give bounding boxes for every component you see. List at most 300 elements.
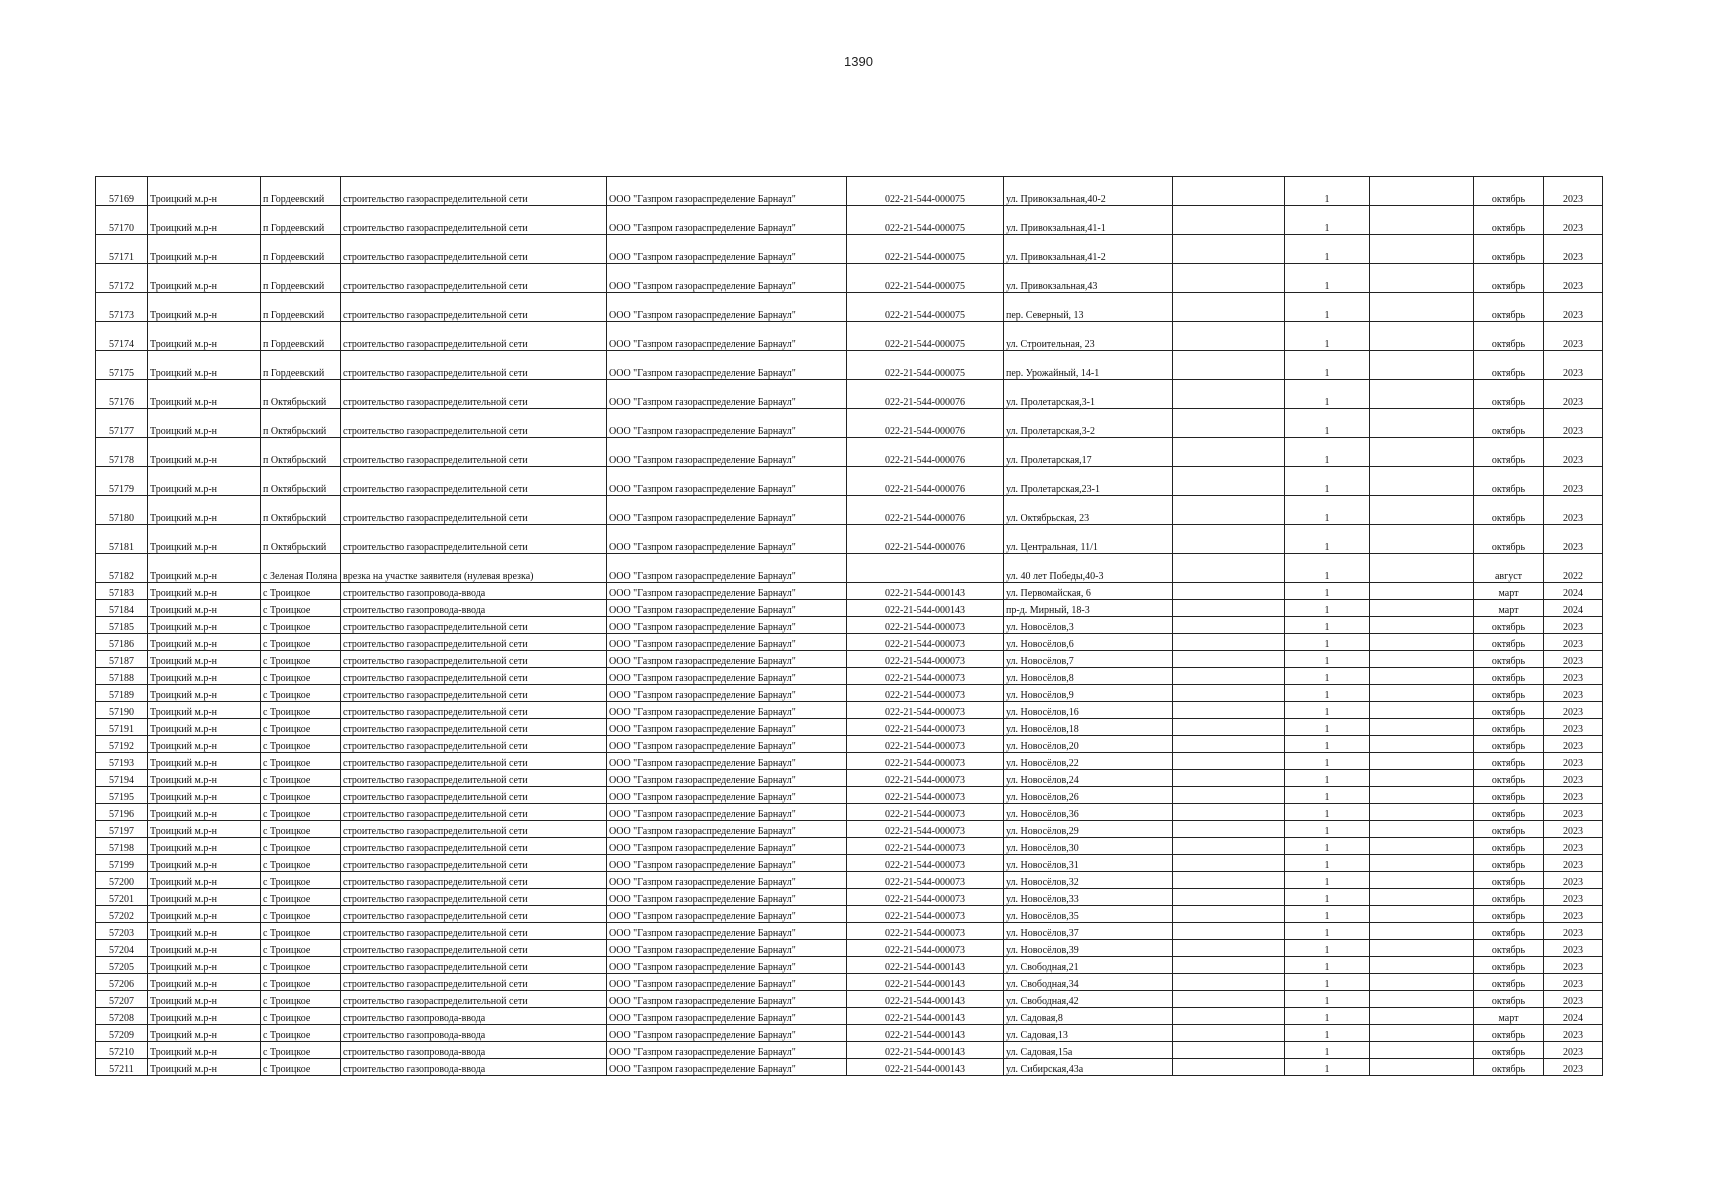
cell-row-number: 57204 xyxy=(96,940,148,957)
cell-empty-col-2 xyxy=(1370,380,1474,409)
cell-empty-col xyxy=(1173,583,1285,600)
cell-empty-col xyxy=(1173,906,1285,923)
cell-contract-number: 022-21-544-000076 xyxy=(847,438,1004,467)
cell-row-number: 57211 xyxy=(96,1059,148,1076)
cell-district: Троицкий м.р-н xyxy=(148,293,261,322)
cell-contract-number: 022-21-544-000073 xyxy=(847,617,1004,634)
cell-month: октябрь xyxy=(1474,974,1544,991)
cell-settlement: с Троицкое xyxy=(261,1008,341,1025)
cell-organization: ООО "Газпром газораспределение Барнаул" xyxy=(607,264,847,293)
cell-work-type: строительство газораспределительной сети xyxy=(341,235,607,264)
cell-row-number: 57176 xyxy=(96,380,148,409)
cell-district: Троицкий м.р-н xyxy=(148,583,261,600)
cell-settlement: п Гордеевский xyxy=(261,293,341,322)
cell-quantity: 1 xyxy=(1285,409,1370,438)
cell-row-number: 57184 xyxy=(96,600,148,617)
cell-month: октябрь xyxy=(1474,668,1544,685)
cell-month: октябрь xyxy=(1474,770,1544,787)
cell-month: октябрь xyxy=(1474,719,1544,736)
cell-empty-col xyxy=(1173,719,1285,736)
table-row xyxy=(96,293,1603,322)
cell-quantity: 1 xyxy=(1285,855,1370,872)
cell-contract-number: 022-21-544-000076 xyxy=(847,467,1004,496)
cell-work-type: строительство газораспределительной сети xyxy=(341,668,607,685)
cell-district: Троицкий м.р-н xyxy=(148,736,261,753)
cell-empty-col xyxy=(1173,634,1285,651)
cell-year: 2023 xyxy=(1544,872,1603,889)
cell-contract-number: 022-21-544-000143 xyxy=(847,1025,1004,1042)
cell-address: ул. Строительная, 23 xyxy=(1004,322,1173,351)
cell-contract-number: 022-21-544-000073 xyxy=(847,787,1004,804)
cell-month: октябрь xyxy=(1474,923,1544,940)
table-row xyxy=(96,685,1603,702)
cell-contract-number: 022-21-544-000143 xyxy=(847,1008,1004,1025)
cell-organization: ООО "Газпром газораспределение Барнаул" xyxy=(607,380,847,409)
cell-district: Троицкий м.р-н xyxy=(148,838,261,855)
cell-organization: ООО "Газпром газораспределение Барнаул" xyxy=(607,600,847,617)
cell-year: 2024 xyxy=(1544,600,1603,617)
table-row xyxy=(96,702,1603,719)
cell-year: 2023 xyxy=(1544,293,1603,322)
cell-organization: ООО "Газпром газораспределение Барнаул" xyxy=(607,617,847,634)
cell-quantity: 1 xyxy=(1285,525,1370,554)
cell-organization: ООО "Газпром газораспределение Барнаул" xyxy=(607,668,847,685)
cell-row-number: 57207 xyxy=(96,991,148,1008)
cell-month: март xyxy=(1474,1008,1544,1025)
cell-year: 2023 xyxy=(1544,957,1603,974)
cell-month: октябрь xyxy=(1474,821,1544,838)
cell-quantity: 1 xyxy=(1285,685,1370,702)
cell-empty-col xyxy=(1173,1025,1285,1042)
cell-organization: ООО "Газпром газораспределение Барнаул" xyxy=(607,770,847,787)
cell-work-type: строительство газораспределительной сети xyxy=(341,804,607,821)
cell-address: пр-д. Мирный, 18-3 xyxy=(1004,600,1173,617)
table-row xyxy=(96,787,1603,804)
cell-district: Троицкий м.р-н xyxy=(148,787,261,804)
cell-address: ул. Новосёлов,36 xyxy=(1004,804,1173,821)
cell-work-type: строительство газораспределительной сети xyxy=(341,974,607,991)
cell-work-type: строительство газораспределительной сети xyxy=(341,940,607,957)
cell-district: Троицкий м.р-н xyxy=(148,855,261,872)
cell-organization: ООО "Газпром газораспределение Барнаул" xyxy=(607,409,847,438)
cell-row-number: 57192 xyxy=(96,736,148,753)
table-row xyxy=(96,1042,1603,1059)
cell-organization: ООО "Газпром газораспределение Барнаул" xyxy=(607,438,847,467)
cell-district: Троицкий м.р-н xyxy=(148,467,261,496)
cell-contract-number: 022-21-544-000073 xyxy=(847,906,1004,923)
cell-year: 2023 xyxy=(1544,855,1603,872)
cell-settlement: п Октябрьский xyxy=(261,380,341,409)
cell-organization: ООО "Газпром газораспределение Барнаул" xyxy=(607,753,847,770)
cell-year: 2023 xyxy=(1544,525,1603,554)
cell-quantity: 1 xyxy=(1285,702,1370,719)
table-row xyxy=(96,719,1603,736)
cell-settlement: с Троицкое xyxy=(261,685,341,702)
cell-quantity: 1 xyxy=(1285,872,1370,889)
cell-work-type: строительство газораспределительной сети xyxy=(341,264,607,293)
cell-settlement: с Троицкое xyxy=(261,736,341,753)
cell-organization: ООО "Газпром газораспределение Барнаул" xyxy=(607,702,847,719)
table-row xyxy=(96,409,1603,438)
table-row xyxy=(96,525,1603,554)
cell-address: ул. Новосёлов,29 xyxy=(1004,821,1173,838)
cell-settlement: п Октябрьский xyxy=(261,438,341,467)
cell-district: Троицкий м.р-н xyxy=(148,322,261,351)
cell-address: ул. Новосёлов,3 xyxy=(1004,617,1173,634)
cell-quantity: 1 xyxy=(1285,957,1370,974)
table-row xyxy=(96,206,1603,235)
cell-contract-number: 022-21-544-000075 xyxy=(847,322,1004,351)
cell-empty-col-2 xyxy=(1370,702,1474,719)
cell-year: 2024 xyxy=(1544,583,1603,600)
cell-district: Троицкий м.р-н xyxy=(148,906,261,923)
cell-month: октябрь xyxy=(1474,438,1544,467)
cell-contract-number: 022-21-544-000143 xyxy=(847,957,1004,974)
cell-empty-col xyxy=(1173,753,1285,770)
cell-organization: ООО "Газпром газораспределение Барнаул" xyxy=(607,1059,847,1076)
cell-empty-col-2 xyxy=(1370,634,1474,651)
table-row xyxy=(96,872,1603,889)
cell-month: октябрь xyxy=(1474,753,1544,770)
cell-quantity: 1 xyxy=(1285,787,1370,804)
cell-district: Троицкий м.р-н xyxy=(148,1042,261,1059)
cell-quantity: 1 xyxy=(1285,821,1370,838)
table-row xyxy=(96,177,1603,206)
cell-settlement: с Троицкое xyxy=(261,668,341,685)
cell-district: Троицкий м.р-н xyxy=(148,206,261,235)
cell-year: 2022 xyxy=(1544,554,1603,583)
cell-address: ул. Новосёлов,37 xyxy=(1004,923,1173,940)
cell-address: ул. Привокзальная,40-2 xyxy=(1004,177,1173,206)
cell-year: 2023 xyxy=(1544,438,1603,467)
cell-settlement: с Троицкое xyxy=(261,889,341,906)
cell-year: 2023 xyxy=(1544,409,1603,438)
cell-empty-col-2 xyxy=(1370,736,1474,753)
cell-settlement: п Октябрьский xyxy=(261,525,341,554)
cell-work-type: строительство газораспределительной сети xyxy=(341,821,607,838)
cell-address: ул. Новосёлов,39 xyxy=(1004,940,1173,957)
cell-organization: ООО "Газпром газораспределение Барнаул" xyxy=(607,685,847,702)
cell-row-number: 57203 xyxy=(96,923,148,940)
cell-row-number: 57183 xyxy=(96,583,148,600)
cell-month: октябрь xyxy=(1474,617,1544,634)
cell-organization: ООО "Газпром газораспределение Барнаул" xyxy=(607,957,847,974)
cell-address: ул. Новосёлов,18 xyxy=(1004,719,1173,736)
cell-empty-col xyxy=(1173,923,1285,940)
cell-empty-col xyxy=(1173,838,1285,855)
cell-address: ул. Привокзальная,41-1 xyxy=(1004,206,1173,235)
table-row xyxy=(96,322,1603,351)
table-row xyxy=(96,957,1603,974)
cell-year: 2023 xyxy=(1544,787,1603,804)
cell-month: октябрь xyxy=(1474,409,1544,438)
cell-quantity: 1 xyxy=(1285,923,1370,940)
cell-month: октябрь xyxy=(1474,957,1544,974)
cell-month: март xyxy=(1474,583,1544,600)
cell-year: 2023 xyxy=(1544,1042,1603,1059)
cell-empty-col xyxy=(1173,264,1285,293)
cell-district: Троицкий м.р-н xyxy=(148,770,261,787)
cell-month: октябрь xyxy=(1474,1042,1544,1059)
table-row xyxy=(96,651,1603,668)
cell-contract-number: 022-21-544-000073 xyxy=(847,651,1004,668)
cell-organization: ООО "Газпром газораспределение Барнаул" xyxy=(607,583,847,600)
cell-contract-number: 022-21-544-000143 xyxy=(847,991,1004,1008)
cell-empty-col xyxy=(1173,957,1285,974)
cell-contract-number: 022-21-544-000073 xyxy=(847,923,1004,940)
table-row xyxy=(96,838,1603,855)
table-row xyxy=(96,1059,1603,1076)
cell-empty-col-2 xyxy=(1370,617,1474,634)
table-row xyxy=(96,736,1603,753)
table-row xyxy=(96,380,1603,409)
cell-address: ул. Новосёлов,7 xyxy=(1004,651,1173,668)
cell-district: Троицкий м.р-н xyxy=(148,600,261,617)
cell-quantity: 1 xyxy=(1285,554,1370,583)
cell-year: 2023 xyxy=(1544,974,1603,991)
cell-quantity: 1 xyxy=(1285,974,1370,991)
cell-contract-number: 022-21-544-000143 xyxy=(847,1042,1004,1059)
table-row xyxy=(96,634,1603,651)
cell-contract-number: 022-21-544-000073 xyxy=(847,634,1004,651)
cell-quantity: 1 xyxy=(1285,467,1370,496)
cell-organization: ООО "Газпром газораспределение Барнаул" xyxy=(607,736,847,753)
cell-organization: ООО "Газпром газораспределение Барнаул" xyxy=(607,496,847,525)
cell-organization: ООО "Газпром газораспределение Барнаул" xyxy=(607,206,847,235)
cell-empty-col-2 xyxy=(1370,1008,1474,1025)
cell-settlement: с Троицкое xyxy=(261,719,341,736)
cell-work-type: строительство газораспределительной сети xyxy=(341,322,607,351)
cell-contract-number: 022-21-544-000076 xyxy=(847,380,1004,409)
cell-work-type: строительство газораспределительной сети xyxy=(341,525,607,554)
cell-contract-number: 022-21-544-000073 xyxy=(847,940,1004,957)
cell-empty-col xyxy=(1173,821,1285,838)
cell-empty-col-2 xyxy=(1370,906,1474,923)
cell-empty-col-2 xyxy=(1370,177,1474,206)
cell-address: ул. Свободная,34 xyxy=(1004,974,1173,991)
cell-settlement: с Троицкое xyxy=(261,991,341,1008)
cell-organization: ООО "Газпром газораспределение Барнаул" xyxy=(607,855,847,872)
cell-work-type: строительство газопровода-ввода xyxy=(341,600,607,617)
cell-year: 2023 xyxy=(1544,235,1603,264)
cell-settlement: с Троицкое xyxy=(261,957,341,974)
cell-district: Троицкий м.р-н xyxy=(148,351,261,380)
cell-district: Троицкий м.р-н xyxy=(148,685,261,702)
cell-month: октябрь xyxy=(1474,293,1544,322)
cell-month: октябрь xyxy=(1474,685,1544,702)
cell-work-type: строительство газопровода-ввода xyxy=(341,1025,607,1042)
cell-settlement: п Гордеевский xyxy=(261,264,341,293)
cell-settlement: с Троицкое xyxy=(261,770,341,787)
cell-organization: ООО "Газпром газораспределение Барнаул" xyxy=(607,177,847,206)
cell-empty-col xyxy=(1173,409,1285,438)
cell-organization: ООО "Газпром газораспределение Барнаул" xyxy=(607,719,847,736)
cell-row-number: 57174 xyxy=(96,322,148,351)
cell-row-number: 57191 xyxy=(96,719,148,736)
cell-work-type: строительство газораспределительной сети xyxy=(341,467,607,496)
cell-year: 2023 xyxy=(1544,940,1603,957)
cell-district: Троицкий м.р-н xyxy=(148,991,261,1008)
cell-organization: ООО "Газпром газораспределение Барнаул" xyxy=(607,906,847,923)
cell-empty-col xyxy=(1173,351,1285,380)
table-row xyxy=(96,940,1603,957)
cell-empty-col xyxy=(1173,685,1285,702)
cell-work-type: врезка на участке заявителя (нулевая врезка) xyxy=(341,554,607,583)
cell-row-number: 57185 xyxy=(96,617,148,634)
cell-year: 2023 xyxy=(1544,177,1603,206)
cell-month: октябрь xyxy=(1474,991,1544,1008)
cell-district: Троицкий м.р-н xyxy=(148,923,261,940)
cell-contract-number: 022-21-544-000073 xyxy=(847,736,1004,753)
cell-row-number: 57193 xyxy=(96,753,148,770)
cell-empty-col-2 xyxy=(1370,668,1474,685)
cell-empty-col-2 xyxy=(1370,293,1474,322)
table-row xyxy=(96,991,1603,1008)
cell-row-number: 57201 xyxy=(96,889,148,906)
cell-row-number: 57169 xyxy=(96,177,148,206)
cell-empty-col-2 xyxy=(1370,821,1474,838)
cell-address: ул. Пролетарская,3-2 xyxy=(1004,409,1173,438)
cell-district: Троицкий м.р-н xyxy=(148,617,261,634)
cell-empty-col xyxy=(1173,974,1285,991)
cell-empty-col xyxy=(1173,322,1285,351)
cell-contract-number: 022-21-544-000073 xyxy=(847,668,1004,685)
cell-district: Троицкий м.р-н xyxy=(148,177,261,206)
cell-district: Троицкий м.р-н xyxy=(148,380,261,409)
cell-work-type: строительство газораспределительной сети xyxy=(341,855,607,872)
cell-contract-number: 022-21-544-000143 xyxy=(847,1059,1004,1076)
cell-district: Троицкий м.р-н xyxy=(148,264,261,293)
cell-address: ул. Новосёлов,35 xyxy=(1004,906,1173,923)
cell-settlement: с Троицкое xyxy=(261,651,341,668)
cell-organization: ООО "Газпром газораспределение Барнаул" xyxy=(607,923,847,940)
cell-work-type: строительство газораспределительной сети xyxy=(341,351,607,380)
cell-settlement: п Гордеевский xyxy=(261,235,341,264)
cell-year: 2023 xyxy=(1544,651,1603,668)
cell-month: октябрь xyxy=(1474,838,1544,855)
cell-contract-number: 022-21-544-000143 xyxy=(847,974,1004,991)
table-row xyxy=(96,974,1603,991)
cell-empty-col-2 xyxy=(1370,719,1474,736)
cell-work-type: строительство газораспределительной сети xyxy=(341,380,607,409)
cell-district: Троицкий м.р-н xyxy=(148,753,261,770)
cell-quantity: 1 xyxy=(1285,235,1370,264)
cell-district: Троицкий м.р-н xyxy=(148,940,261,957)
cell-year: 2023 xyxy=(1544,264,1603,293)
table-row xyxy=(96,554,1603,583)
cell-settlement: с Троицкое xyxy=(261,753,341,770)
cell-address: ул. Новосёлов,16 xyxy=(1004,702,1173,719)
cell-work-type: строительство газораспределительной сети xyxy=(341,206,607,235)
cell-work-type: строительство газораспределительной сети xyxy=(341,617,607,634)
cell-month: октябрь xyxy=(1474,702,1544,719)
cell-empty-col-2 xyxy=(1370,651,1474,668)
cell-settlement: с Троицкое xyxy=(261,838,341,855)
cell-district: Троицкий м.р-н xyxy=(148,889,261,906)
cell-work-type: строительство газопровода-ввода xyxy=(341,1008,607,1025)
cell-empty-col-2 xyxy=(1370,889,1474,906)
table-row xyxy=(96,804,1603,821)
cell-contract-number: 022-21-544-000143 xyxy=(847,583,1004,600)
cell-empty-col-2 xyxy=(1370,496,1474,525)
cell-month: октябрь xyxy=(1474,496,1544,525)
cell-month: октябрь xyxy=(1474,651,1544,668)
cell-month: октябрь xyxy=(1474,235,1544,264)
cell-address: ул. Центральная, 11/1 xyxy=(1004,525,1173,554)
cell-month: октябрь xyxy=(1474,804,1544,821)
cell-settlement: п Гордеевский xyxy=(261,177,341,206)
cell-organization: ООО "Газпром газораспределение Барнаул" xyxy=(607,293,847,322)
cell-empty-col xyxy=(1173,702,1285,719)
table-row xyxy=(96,467,1603,496)
cell-month: октябрь xyxy=(1474,380,1544,409)
cell-quantity: 1 xyxy=(1285,940,1370,957)
cell-contract-number: 022-21-544-000075 xyxy=(847,235,1004,264)
cell-settlement: п Гордеевский xyxy=(261,322,341,351)
cell-work-type: строительство газораспределительной сети xyxy=(341,496,607,525)
cell-row-number: 57200 xyxy=(96,872,148,889)
cell-empty-col xyxy=(1173,736,1285,753)
cell-organization: ООО "Газпром газораспределение Барнаул" xyxy=(607,1008,847,1025)
cell-settlement: с Троицкое xyxy=(261,872,341,889)
cell-year: 2023 xyxy=(1544,634,1603,651)
cell-district: Троицкий м.р-н xyxy=(148,872,261,889)
cell-month: октябрь xyxy=(1474,206,1544,235)
cell-month: октябрь xyxy=(1474,1059,1544,1076)
cell-empty-col xyxy=(1173,235,1285,264)
cell-district: Троицкий м.р-н xyxy=(148,235,261,264)
cell-empty-col-2 xyxy=(1370,409,1474,438)
cell-quantity: 1 xyxy=(1285,322,1370,351)
cell-month: октябрь xyxy=(1474,351,1544,380)
cell-quantity: 1 xyxy=(1285,264,1370,293)
cell-work-type: строительство газораспределительной сети xyxy=(341,634,607,651)
cell-contract-number: 022-21-544-000075 xyxy=(847,206,1004,235)
cell-empty-col-2 xyxy=(1370,957,1474,974)
cell-row-number: 57170 xyxy=(96,206,148,235)
cell-row-number: 57196 xyxy=(96,804,148,821)
cell-month: октябрь xyxy=(1474,736,1544,753)
cell-organization: ООО "Газпром газораспределение Барнаул" xyxy=(607,322,847,351)
page-number: 1390 xyxy=(844,54,873,69)
cell-year: 2024 xyxy=(1544,1008,1603,1025)
cell-contract-number: 022-21-544-000076 xyxy=(847,409,1004,438)
table-row xyxy=(96,617,1603,634)
cell-row-number: 57206 xyxy=(96,974,148,991)
cell-row-number: 57173 xyxy=(96,293,148,322)
cell-row-number: 57197 xyxy=(96,821,148,838)
cell-district: Троицкий м.р-н xyxy=(148,409,261,438)
cell-contract-number: 022-21-544-000073 xyxy=(847,821,1004,838)
cell-empty-col xyxy=(1173,496,1285,525)
cell-address: ул. Новосёлов,26 xyxy=(1004,787,1173,804)
cell-organization: ООО "Газпром газораспределение Барнаул" xyxy=(607,1025,847,1042)
cell-empty-col-2 xyxy=(1370,770,1474,787)
cell-row-number: 57172 xyxy=(96,264,148,293)
cell-empty-col xyxy=(1173,872,1285,889)
cell-empty-col xyxy=(1173,787,1285,804)
cell-settlement: с Троицкое xyxy=(261,1042,341,1059)
table-row xyxy=(96,889,1603,906)
cell-district: Троицкий м.р-н xyxy=(148,804,261,821)
cell-organization: ООО "Газпром газораспределение Барнаул" xyxy=(607,525,847,554)
cell-year: 2023 xyxy=(1544,1059,1603,1076)
cell-row-number: 57187 xyxy=(96,651,148,668)
table-row xyxy=(96,438,1603,467)
cell-district: Троицкий м.р-н xyxy=(148,974,261,991)
cell-month: октябрь xyxy=(1474,940,1544,957)
cell-year: 2023 xyxy=(1544,467,1603,496)
